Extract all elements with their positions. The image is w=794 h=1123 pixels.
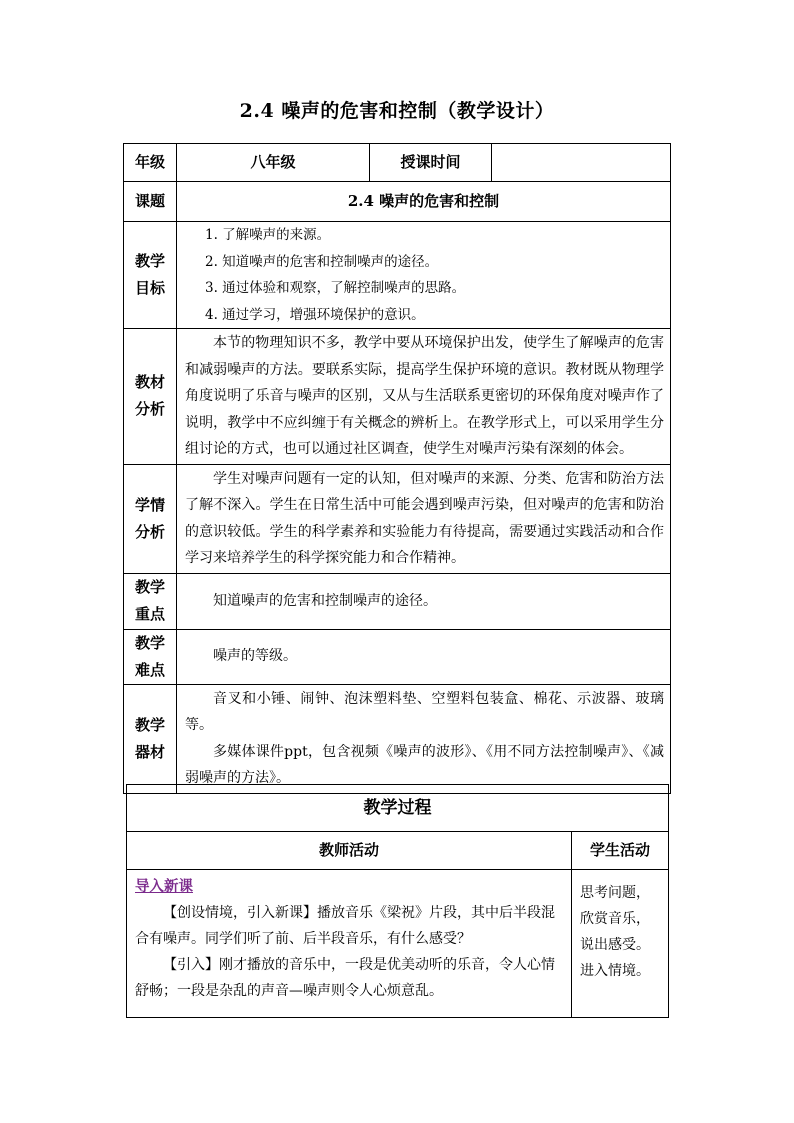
student-activity-text: 思考问题，欣赏音乐，说出感受。进入情境。 xyxy=(572,870,669,1018)
grade-value: 八年级 xyxy=(177,144,370,182)
goals-label: 教学目标 xyxy=(124,222,177,329)
equipment-line-1: 音叉和小锤、闹钟、泡沫塑料垫、空塑料包装盒、棉花、示波器、玻璃等。 xyxy=(185,690,664,733)
goal-item: 3. 通过体验和观察，了解控制噪声的思路。 xyxy=(205,280,466,296)
key-point-text: 知道噪声的危害和控制噪声的途径。 xyxy=(177,573,671,629)
student-analysis-text: 学生对噪声问题有一定的认知，但对噪声的来源、分类、危害和防治方法了解不深入。学生在日常生活中可能会遇到噪声污染，但对噪声的危害和防治的意识较低。学生的科学素养和实验能力有待提高，需要通过实践活动和合作学习来培养学生的科学探究能力和合作精神。 xyxy=(177,464,671,573)
topic-value: 2.4 噪声的危害和控制 xyxy=(177,182,671,222)
difficulty-label: 教学难点 xyxy=(124,629,177,684)
teacher-activity-header: 教师活动 xyxy=(127,832,572,870)
equipment-label: 教学器材 xyxy=(124,684,177,793)
time-value xyxy=(492,144,671,182)
equipment-line-2: 多媒体课件ppt，包含视频《噪声的波形》、《用不同方法控制噪声》、《减弱噪声的方法》。 xyxy=(185,743,664,786)
key-point-row xyxy=(124,573,671,629)
grade-label: 年级 xyxy=(124,144,177,182)
goals-list xyxy=(177,222,671,329)
time-label: 授课时间 xyxy=(370,144,492,182)
difficulty-text: 噪声的等级。 xyxy=(177,629,671,684)
goal-item: 1. 了解噪声的来源。 xyxy=(205,227,331,243)
teaching-process-table xyxy=(126,784,669,1018)
material-analysis-label: 教材分析 xyxy=(124,329,177,465)
student-activity-header: 学生活动 xyxy=(572,832,669,870)
material-analysis-row xyxy=(124,329,671,465)
student-analysis-label: 学情分析 xyxy=(124,464,177,573)
topic-label: 课题 xyxy=(124,182,177,222)
equipment-text xyxy=(177,684,671,793)
topic-row xyxy=(124,182,671,222)
intro-row xyxy=(127,870,669,1018)
process-title-row xyxy=(127,785,669,832)
goals-row xyxy=(124,222,671,329)
goal-item: 2. 知道噪声的危害和控制噪声的途径。 xyxy=(205,253,439,270)
process-title: 教学过程 xyxy=(127,785,669,832)
goal-item: 4. 通过学习，增强环境保护的意识。 xyxy=(205,306,425,323)
key-point-label: 教学重点 xyxy=(124,573,177,629)
grade-row xyxy=(124,144,671,182)
intro-paragraph-1: 【创设情境，引入新课】播放音乐《梁祝》片段，其中后半段混合有噪声。同学们听了前、后半段音乐，有什么感受？ xyxy=(135,905,555,947)
difficulty-row xyxy=(124,629,671,684)
student-analysis-row xyxy=(124,464,671,573)
material-analysis-text: 本节的物理知识不多，教学中要从环境保护出发，使学生了解噪声的危害和减弱噪声的方法。要联系实际，提高学生保护环境的意识。教材既从物理学角度说明了乐音与噪声的区别，又从与生活联系更密切的环保角度对噪声作了说明，教学中不应纠缠于有关概念的辨析上。在教学形式上，可以采用学生分组讨论的方式，也可以通过社区调查，使学生对噪声污染有深刻的体会。 xyxy=(177,329,671,465)
document-title: 2.4 噪声的危害和控制（教学设计） xyxy=(239,100,555,122)
lesson-info-table xyxy=(123,143,671,794)
intro-section-link[interactable]: 导入新课 xyxy=(135,878,193,895)
teacher-activity-cell xyxy=(127,870,572,1018)
process-header-row xyxy=(127,832,669,870)
intro-paragraph-2: 【引入】刚才播放的音乐中，一段是优美动听的乐音，令人心情舒畅；一段是杂乱的声音—噪声则令人心烦意乱。 xyxy=(135,957,555,999)
equipment-row xyxy=(124,684,671,793)
